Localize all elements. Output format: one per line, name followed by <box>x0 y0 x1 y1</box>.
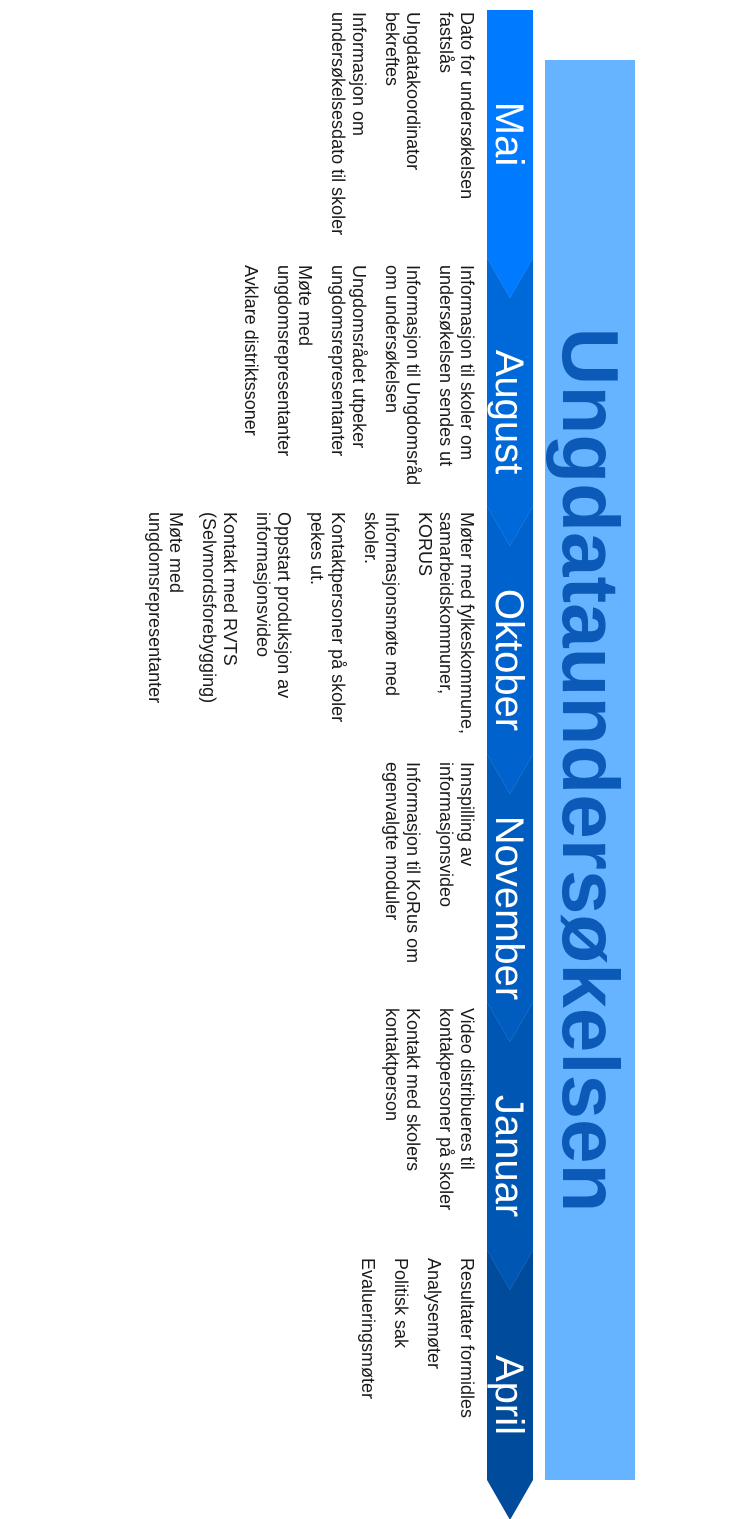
task-item: Dato for undersøkelsen fastslås <box>436 12 477 200</box>
task-item: Møte med ungdomsrepresentanter <box>145 512 186 704</box>
month-label: November <box>487 815 531 1001</box>
month-label: August <box>487 349 531 475</box>
month-label: Januar <box>487 1094 531 1218</box>
month-task-column <box>345 1258 477 1493</box>
task-item: Oppstart produksjon av informasjonsvideo <box>253 512 294 699</box>
month-task-column <box>315 12 477 247</box>
task-item: Informasjon til Ungdomsråd om undersøkelsen <box>382 265 423 486</box>
task-item: Ungdomsrådet utpeker ungdomsrepresentanter <box>328 265 369 457</box>
task-item: Møter med fylkeskommune, samarbeidskommuner, KORUS <box>415 512 477 735</box>
task-item: Innspilling av informasjonsvideo <box>436 762 477 908</box>
month-task-column <box>369 1008 477 1243</box>
task-item: Video distribueres til kontakpersoner på skoler <box>436 1008 477 1211</box>
task-item: Politisk sak <box>391 1258 411 1349</box>
task-item: Møte med ungdomsrepresentanter <box>274 265 315 457</box>
task-item: Kontakt med RVTS (Selvmordsforebygging) <box>199 512 240 704</box>
task-item: Informasjon til skoler om undersøkelsen sendes ut <box>436 265 477 467</box>
task-item: Informasjon til KoRus om egenvalgte moduler <box>382 762 423 964</box>
month-label: Oktober <box>487 588 531 732</box>
diagram-title: Ungdataundersøkelsen <box>546 327 635 1213</box>
task-item: Resultater formidles <box>457 1258 477 1419</box>
month-task-column <box>228 265 477 500</box>
month-label: Mai <box>487 101 531 167</box>
task-item: Analysemøter <box>424 1258 444 1370</box>
task-item: Kontakt med skolers kontaktperson <box>382 1008 423 1172</box>
task-item: Evalueringsmøter <box>358 1258 378 1400</box>
month-task-column <box>369 762 477 997</box>
month-label: April <box>487 1354 531 1436</box>
task-item: Avklare distriktssoner <box>241 265 261 436</box>
month-task-column <box>132 512 477 747</box>
task-item: Ungdatakoordinator bekreftes <box>382 12 423 171</box>
task-item: Informasjon om undersøkelsesdato til skoler <box>328 12 369 236</box>
task-item: Informasjonsmøte med skoler. <box>361 512 402 697</box>
task-item: Kontaktpersoner på skoler pekes ut. <box>307 512 348 723</box>
